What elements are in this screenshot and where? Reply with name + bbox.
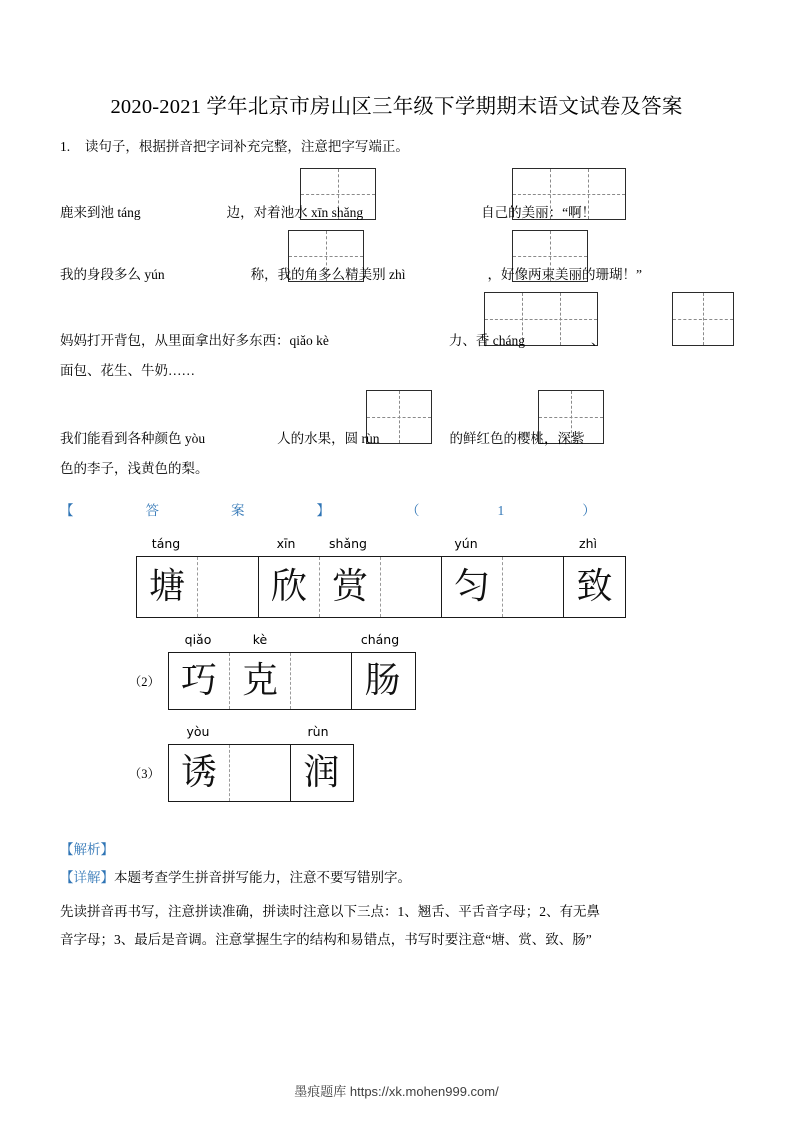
pinyin-run: rùn [307,724,329,739]
item-1-text-c: 自己的美丽：“啊！ [481,205,596,220]
answer-blank-chang[interactable] [672,292,734,346]
pinyin-you: yòu [186,724,210,739]
answer-cell-qiao: 巧 [169,653,230,709]
answer-grid-3 [168,744,354,802]
item-1b-text-c: ，好像两束美丽的珊瑚！” [487,267,642,282]
answer-row-1-pinyin [136,536,626,556]
answer-cell-chang: 肠 [364,660,401,701]
item-2-text-b: 力、香 cháng [448,333,525,348]
pinyin-zhi: zhì [579,536,597,551]
item-1-text-a: 鹿来到池 táng [60,205,141,220]
page-title: 2020-2021 学年北京市房山区三年级下学期期末语文试卷及答案 [110,96,683,118]
item-3-text-c: 的鲜红色的樱桃，深紫 [449,431,585,446]
answer-row-1 [60,536,733,618]
item-3-text-b: 人的水果，圆 rùn [277,431,380,446]
detail-line [60,864,733,892]
item-3-text-d: 色的李子，浅黄色的梨。 [60,461,209,476]
pinyin-shang: shǎng [329,536,367,551]
answer-grid-1 [136,556,626,618]
item-1-line-2 [60,236,733,292]
answer-cell-empty-2 [381,557,442,617]
explanation-section [60,836,733,954]
item-2-line-1 [60,300,733,358]
pinyin-qiao: qiǎo [184,632,212,647]
question-prompt [60,134,733,160]
answer-cell-run: 润 [303,752,340,793]
item-3-line-2 [60,454,733,484]
explain-body-1: 先读拼音再书写，注意拼读准确，拼读时注意以下三点：1、翘舌、平舌音字母；2、有无鼻 [60,904,600,919]
item-3-text-a: 我们能看到各种颜色 yòu [60,431,206,446]
answer-row-2-pinyin [168,632,418,652]
answer-row-3 [60,724,733,802]
answer-cell-yun: 匀 [442,557,503,617]
answer-left-bracket: 【 [60,503,74,518]
answer-left-paren: （ [406,503,420,518]
answer-cell-empty-3 [503,557,564,617]
answer-header [60,496,733,526]
answer-cell-empty-4 [291,653,352,709]
answer-word-1: 答 [145,503,159,518]
answer-cell-xin: 欣 [259,557,320,617]
pinyin-tang: táng [151,536,181,551]
item-2-line-2 [60,356,733,386]
answer-number: 1 [497,503,505,518]
item-2-text-c: 、 [590,333,605,348]
explain-body-2: 音字母；3、最后是音调。注意掌握生字的结构和易错点，书写时要注意“塘、赏、致、肠” [60,932,592,947]
answer-right-bracket: 】 [316,503,330,518]
question-number: 1. [60,139,71,154]
answer-row-2-label: （2） [128,675,160,689]
answer-cell-shang: 赏 [320,557,381,617]
item-1-text-b: 边，对着池水 xīn shǎng [226,205,364,220]
answer-cell-empty-5 [230,745,291,801]
item-3-line-1 [60,398,733,456]
answer-row-2 [60,632,733,710]
detail-text: 本题考查学生拼音拼写能力，注意不要写错别字。 [114,870,411,885]
item-1b-text-a: 我的身段多么 yún [60,267,165,282]
answer-row-3-label: （3） [128,767,160,781]
answer-cell-ke: 克 [230,653,291,709]
answer-cell-you: 诱 [169,745,230,801]
answer-word-2: 案 [231,503,245,518]
pinyin-yun: yún [454,536,478,551]
footer-watermark: 墨痕题库 https://xk.mohen999.com/ [294,1084,499,1099]
answer-row-3-pinyin [168,724,358,744]
answer-grid-2 [168,652,416,710]
answer-cell-empty-1 [198,557,259,617]
item-2-text-d: 面包、花生、牛奶…… [60,363,195,378]
item-2-text-a: 妈妈打开背包，从里面拿出好多东西：qiǎo kè [60,333,329,348]
detail-tag: 【详解】 [60,870,114,885]
analysis-tag: 【解析】 [60,842,114,857]
answer-cell-zhi: 致 [576,566,613,607]
answer-cell-tang: 塘 [137,557,198,617]
item-1-line-1 [60,174,733,230]
item-1b-text-b: 称，我的角多么精美别 zhì [250,267,406,282]
question-prompt-text: 读句子，根据拼音把字词补充完整，注意把字写端正。 [84,139,409,154]
answer-right-paren: ） [582,503,596,518]
pinyin-chang: cháng [360,632,400,647]
pinyin-ke: kè [252,632,268,647]
pinyin-xin: xīn [276,536,296,551]
